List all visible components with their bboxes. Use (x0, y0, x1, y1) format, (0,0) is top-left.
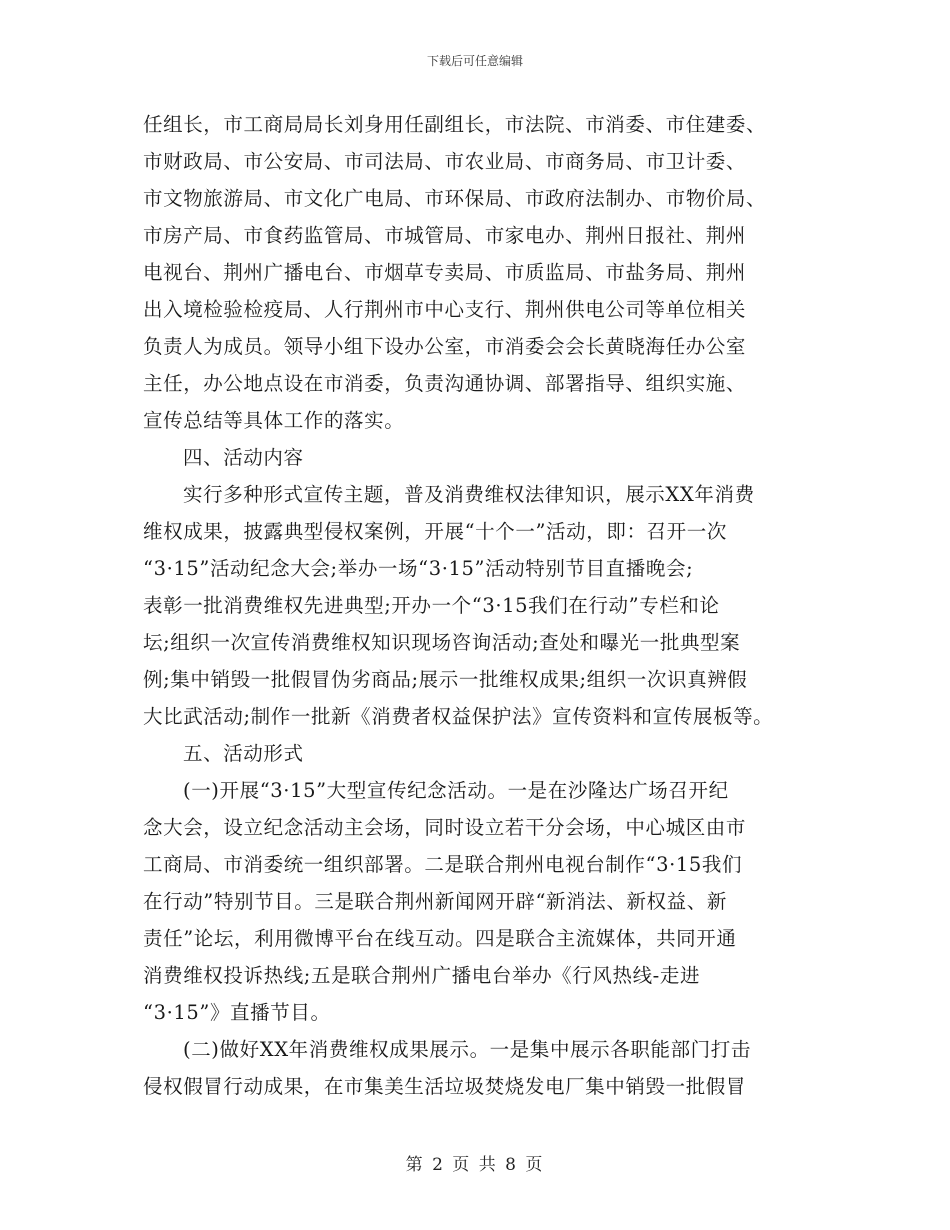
text-line: 在行动”特别节目。三是联合荆州新闻网开辟“新消法、新权益、新 (143, 890, 727, 913)
text-line: (一)开展“3·15”大型宣传纪念活动。一是在沙隆达广场召开纪 (183, 779, 729, 802)
text-line: 五、活动形式 (183, 742, 304, 765)
text-line: 宣传总结等具体工作的落实。 (143, 409, 405, 432)
text-line: “3·15”》直播节目。 (143, 1001, 331, 1024)
text-line: 市文物旅游局、市文化广电局、市环保局、市政府法制办、市物价局、 (143, 187, 767, 210)
text-line: 实行多种形式宣传主题，普及消费维权法律知识，展示XX年消费 (183, 483, 755, 506)
text-line: 侵权假冒行动成果，在市集美生活垃圾焚烧发电厂集中销毁一批假冒 (143, 1075, 747, 1098)
document-body (143, 106, 808, 1105)
text-line: 例;集中销毁一批假冒伪劣商品;展示一批维权成果;组织一次识真辨假 (143, 668, 748, 691)
text-line: 任组长，市工商局局长刘身用任副组长，市法院、市消委、市住建委、 (143, 113, 767, 136)
text-line: 坛;组织一次宣传消费维权知识现场咨询活动;查处和曝光一批典型案 (143, 631, 741, 654)
text-line: 维权成果，披露典型侵权案例，开展“十个一”活动，即：召开一次 (143, 520, 727, 543)
text-line: 念大会，设立纪念活动主会场，同时设立若干分会场，中心城区由市 (143, 816, 747, 839)
text-line: 消费维权投诉热线;五是联合荆州广播电台举办《行风热线-走进 (143, 964, 701, 987)
text-line: 责任”论坛，利用微博平台在线互动。四是联合主流媒体，共同开通 (143, 927, 737, 950)
text-line: 市房产局、市食药监管局、市城管局、市家电办、荆州日报社、荆州 (143, 224, 747, 247)
text-line: (二)做好XX年消费维权成果展示。一是集中展示各职能部门打击 (183, 1038, 751, 1061)
text-line: “3·15”活动纪念大会;举办一场“3·15”活动特别节目直播晚会; (143, 557, 694, 580)
text-line: 市财政局、市公安局、市司法局、市农业局、市商务局、市卫计委、 (143, 150, 747, 173)
text-line: 负责人为成员。领导小组下设办公室，市消委会会长黄晓海任办公室 (143, 335, 747, 358)
text-line: 电视台、荆州广播电台、市烟草专卖局、市质监局、市盐务局、荆州 (143, 261, 747, 284)
text-line: 四、活动内容 (183, 446, 304, 469)
text-line: 主任，办公地点设在市消委，负责沟通协调、部署指导、组织实施、 (143, 372, 747, 395)
page-footer: 第 2 页 共 8 页 (405, 1155, 545, 1175)
page-header: 下载后可任意编辑 (426, 54, 523, 68)
text-line: 表彰一批消费维权先进典型;开办一个“3·15我们在行动”专栏和论 (143, 594, 720, 617)
text-line: 出入境检验检疫局、人行荆州市中心支行、荆州供电公司等单位相关 (143, 298, 747, 321)
text-line: 工商局、市消委统一组织部署。二是联合荆州电视台制作“3·15我们 (143, 853, 743, 876)
text-line: 大比武活动;制作一批新《消费者权益保护法》宣传资料和宣传展板等。 (143, 705, 774, 728)
